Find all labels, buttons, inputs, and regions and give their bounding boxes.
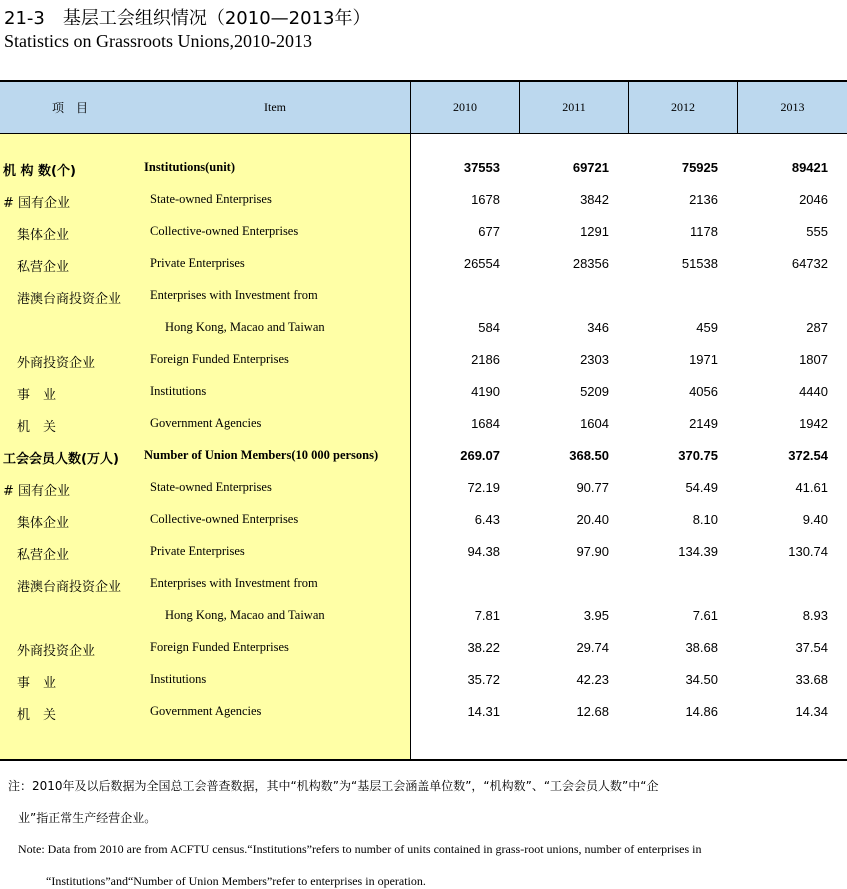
cell-value-2010: 4190 (471, 384, 500, 399)
cell-value-2010: 269.07 (460, 448, 500, 463)
row-label-en: Government Agencies (150, 416, 262, 430)
table-row (0, 632, 847, 664)
cell-value-2013: 4440 (799, 384, 828, 399)
row-label-cn: 事 业 (17, 388, 57, 403)
cell-value-2011: 97.90 (576, 544, 609, 559)
note-en-line1: Note: Data from 2010 are from ACFTU census.“Institutions”refers to number of units contained in grass-root unions, number of enterprises in (18, 842, 702, 856)
row-label-cn: 机 关 (17, 420, 57, 435)
table-row (0, 536, 847, 568)
header-year-2013: 2013 (780, 100, 805, 114)
cell-value-2013: 372.54 (788, 448, 828, 463)
header-divider (519, 82, 520, 133)
header-divider (737, 82, 738, 133)
cell-value-2011: 5209 (580, 384, 609, 399)
row-label-en: Private Enterprises (150, 544, 245, 558)
table-row (0, 184, 847, 216)
cell-value-2011: 3.95 (583, 608, 609, 623)
cell-value-2011: 29.74 (576, 640, 609, 655)
cell-value-2010: 94.38 (467, 544, 500, 559)
row-label-cn: 机 关 (17, 708, 57, 723)
table-row (0, 280, 847, 312)
cell-value-2013: 130.74 (788, 544, 828, 559)
cell-value-2012: 4056 (689, 384, 718, 399)
row-label-cn: 外商投资企业 (17, 356, 96, 371)
header-year-2011: 2011 (562, 100, 586, 114)
table-bottom-rule (0, 759, 847, 761)
row-label-en: Number of Union Members(10 000 persons) (144, 448, 379, 462)
header-year-2010: 2010 (453, 100, 477, 114)
row-label-cn: 集体企业 (17, 516, 70, 531)
cell-value-2011: 28356 (572, 256, 609, 271)
cell-value-2013: 1942 (799, 416, 828, 431)
row-label-en: Enterprises with Investment from (150, 288, 318, 302)
cell-value-2012: 134.39 (678, 544, 718, 559)
row-label-en: Enterprises with Investment from (150, 576, 318, 590)
cell-value-2013: 287 (806, 320, 828, 335)
cell-value-2012: 370.75 (678, 448, 718, 463)
cell-value-2010: 26554 (463, 256, 500, 271)
cell-value-2013: 14.34 (795, 704, 828, 719)
row-label-cn: 私营企业 (17, 260, 70, 275)
row-label-en: Institutions (150, 672, 207, 686)
cell-value-2013: 64732 (791, 256, 828, 271)
cell-value-2011: 42.23 (576, 672, 609, 687)
table-header (0, 82, 847, 133)
row-label-en: Foreign Funded Enterprises (150, 352, 289, 366)
table-row (0, 152, 847, 184)
row-label-en: Collective-owned Enterprises (150, 224, 299, 238)
cell-value-2010: 677 (478, 224, 500, 239)
cell-value-2012: 75925 (681, 160, 718, 175)
table-row (0, 600, 847, 632)
row-label-cn: 机 构 数(个) (3, 164, 76, 179)
cell-value-2012: 2149 (689, 416, 718, 431)
cell-value-2010: 7.81 (474, 608, 500, 623)
cell-value-2013: 555 (806, 224, 828, 239)
cell-value-2011: 1291 (580, 224, 609, 239)
cell-value-2013: 89421 (791, 160, 828, 175)
table-row (0, 216, 847, 248)
row-label-en: Private Enterprises (150, 256, 245, 270)
table-row (0, 312, 847, 344)
cell-value-2010: 1684 (471, 416, 500, 431)
cell-value-2013: 8.93 (802, 608, 828, 623)
cell-value-2013: 9.40 (802, 512, 828, 527)
cell-value-2011: 69721 (572, 160, 609, 175)
cell-value-2011: 3842 (580, 192, 609, 207)
row-label-en: State-owned Enterprises (150, 192, 272, 206)
cell-value-2010: 37553 (463, 160, 500, 175)
cell-value-2012: 14.86 (685, 704, 718, 719)
table-row (0, 696, 847, 728)
note-cn-line2: 业”指正常生产经营企业。 (18, 811, 157, 825)
row-label-cn: 私营企业 (17, 548, 70, 563)
row-label-en: Institutions(unit) (144, 160, 235, 174)
cell-value-2011: 346 (587, 320, 609, 335)
row-label-en: State-owned Enterprises (150, 480, 272, 494)
row-label-en: Institutions (150, 384, 207, 398)
cell-value-2012: 51538 (681, 256, 718, 271)
row-label-en: Collective-owned Enterprises (150, 512, 299, 526)
cell-value-2010: 2186 (471, 352, 500, 367)
table-row (0, 472, 847, 504)
row-label-en: Foreign Funded Enterprises (150, 640, 289, 654)
note-cn-line1: 注：2010年及以后数据为全国总工会普查数据，其中“机构数”为“基层工会涵盖单位数”，“机构数”、“工会会员人数”中“企 (8, 779, 659, 793)
table-row (0, 376, 847, 408)
row-label-cn: 集体企业 (17, 228, 70, 243)
cell-value-2012: 1178 (690, 224, 718, 239)
cell-value-2012: 54.49 (685, 480, 718, 495)
page-title-en: Statistics on Grassroots Unions,2010-2013 (4, 31, 312, 51)
cell-value-2013: 1807 (799, 352, 828, 367)
row-label-cn: # 国有企业 (3, 196, 71, 211)
cell-value-2012: 38.68 (685, 640, 718, 655)
row-label-cn: 外商投资企业 (17, 644, 96, 659)
cell-value-2012: 1971 (689, 352, 718, 367)
table-row (0, 504, 847, 536)
cell-value-2012: 7.61 (692, 608, 718, 623)
cell-value-2013: 41.61 (795, 480, 828, 495)
cell-value-2010: 584 (478, 320, 500, 335)
header-divider (410, 82, 411, 133)
row-label-cn: 工会会员人数(万人) (3, 452, 119, 467)
row-label-en: Hong Kong, Macao and Taiwan (165, 320, 325, 334)
cell-value-2011: 1604 (580, 416, 609, 431)
row-label-cn: 事 业 (17, 676, 57, 691)
cell-value-2012: 2136 (689, 192, 718, 207)
table-row (0, 248, 847, 280)
page-title-cn: 21-3 基层工会组织情况（2010—2013年） (4, 8, 371, 29)
row-label-cn: 港澳台商投资企业 (17, 292, 122, 307)
cell-value-2012: 8.10 (692, 512, 718, 527)
row-label-en: Hong Kong, Macao and Taiwan (165, 608, 325, 622)
cell-value-2012: 34.50 (685, 672, 718, 687)
header-item-en: Item (264, 100, 286, 114)
cell-value-2013: 2046 (799, 192, 828, 207)
cell-value-2010: 1678 (471, 192, 500, 207)
table-row (0, 440, 847, 472)
table-row (0, 344, 847, 376)
header-divider (628, 82, 629, 133)
note-en-line2: “Institutions”and“Number of Union Members”refer to enterprises in operation. (46, 874, 426, 888)
cell-value-2011: 368.50 (569, 448, 609, 463)
table-row (0, 664, 847, 696)
cell-value-2013: 33.68 (795, 672, 828, 687)
cell-value-2012: 459 (696, 320, 718, 335)
cell-value-2011: 90.77 (576, 480, 609, 495)
row-label-en: Government Agencies (150, 704, 262, 718)
cell-value-2010: 35.72 (467, 672, 500, 687)
cell-value-2011: 20.40 (576, 512, 609, 527)
cell-value-2011: 2303 (580, 352, 609, 367)
cell-value-2013: 37.54 (795, 640, 828, 655)
cell-value-2010: 72.19 (467, 480, 500, 495)
header-year-2012: 2012 (671, 100, 695, 114)
table-row (0, 408, 847, 440)
header-item-cn: 项 目 (51, 101, 88, 115)
cell-value-2010: 38.22 (467, 640, 500, 655)
row-label-cn: 港澳台商投资企业 (17, 580, 122, 595)
cell-value-2010: 6.43 (474, 512, 500, 527)
row-label-cn: # 国有企业 (3, 484, 71, 499)
table-row (0, 568, 847, 600)
cell-value-2010: 14.31 (467, 704, 500, 719)
cell-value-2011: 12.68 (576, 704, 609, 719)
